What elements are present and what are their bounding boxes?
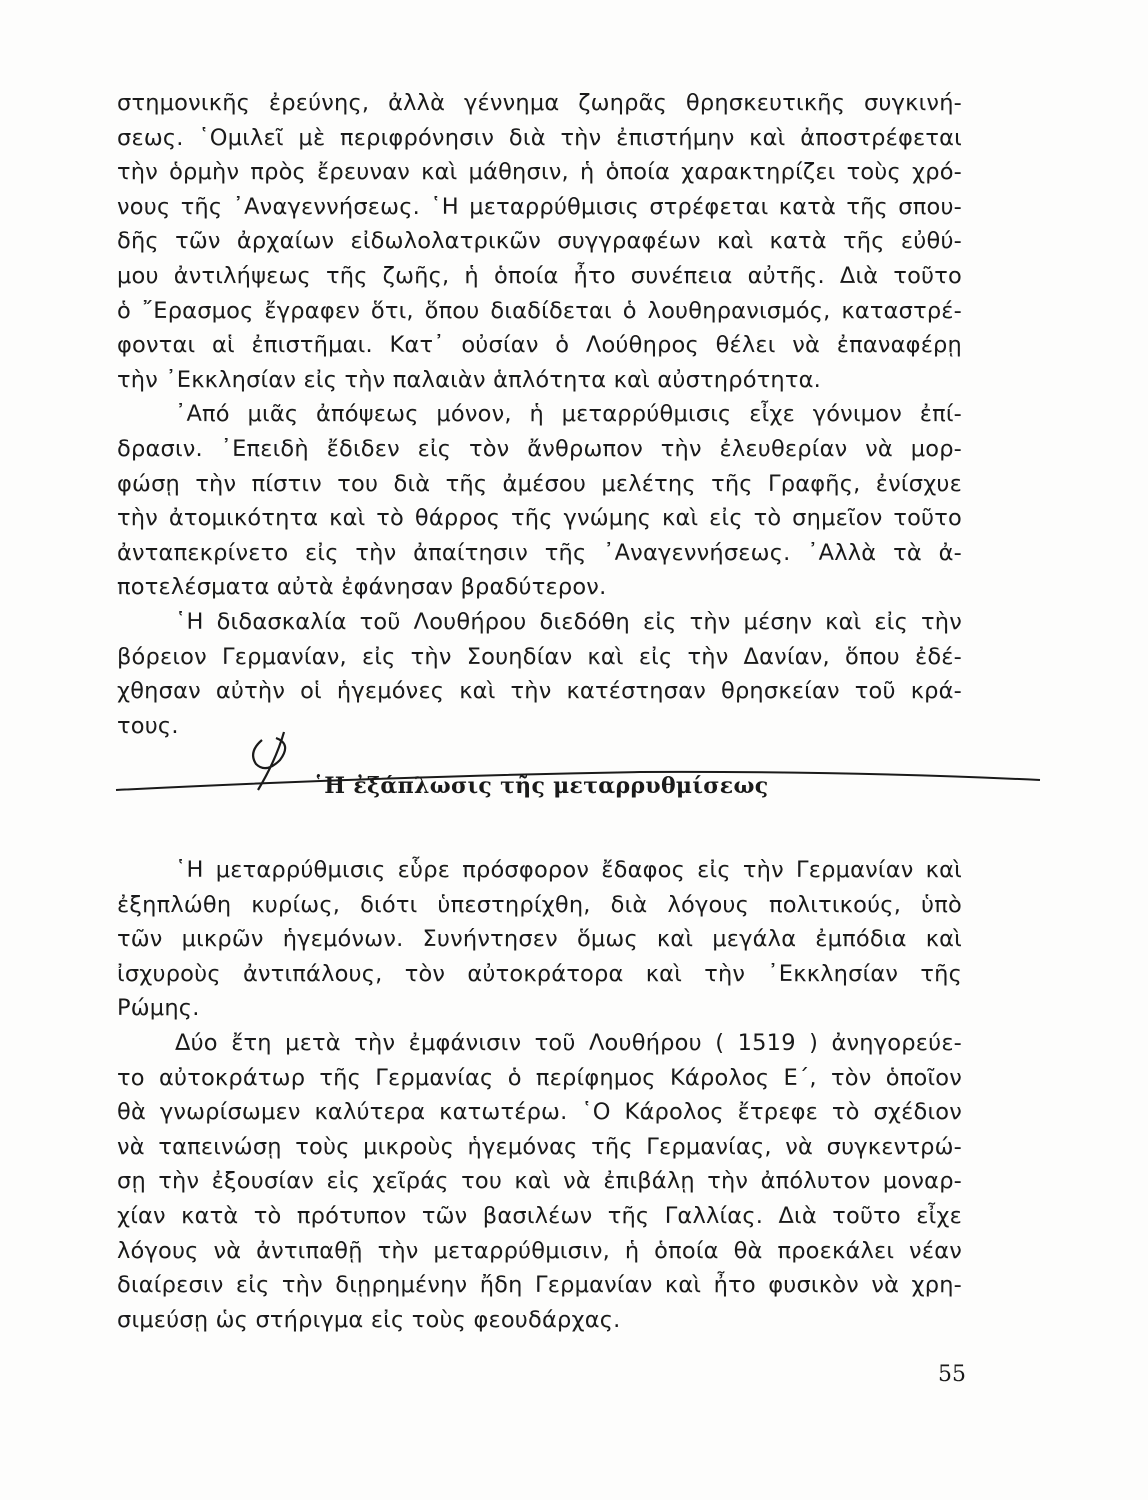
text-line: σεως. ῾Ομιλεῖ μὲ περιφρόνησιν διὰ τὴν ἐπιστήμην καὶ ἀποστρέφεται	[117, 124, 962, 151]
text-line: μου ἀντιλήψεως τῆς ζωῆς, ἡ ὁποία ἦτο συνέπεια αὐτῆς. Διὰ τοῦτο	[117, 262, 962, 289]
text-line: ᾿Από μιᾶς ἀπόψεως μόνον, ἡ μεταρρύθμισις εἶχε γόνιμον ἐπί-	[175, 401, 962, 428]
text-line: ῾Η μεταρρύθμισις εὗρε πρόσφορον ἔδαφος εἰς τὴν Γερμανίαν καὶ	[175, 857, 962, 883]
text-line: χίαν κατὰ τὸ πρότυπον τῶν βασιλέων τῆς Γαλλίας. Διὰ τοῦτο εἶχε	[117, 1202, 962, 1229]
text-line: τὴν ᾿Εκκλησίαν εἰς τὴν παλαιὰν ἁπλότητα καὶ αὐστηρότητα.	[117, 366, 822, 393]
text-line: στημονικῆς ἐρεύνης, ἀλλὰ γέννημα ζωηρᾶς θρησκευτικῆς συγκινή-	[117, 90, 962, 116]
text-line: Ρώμης.	[117, 995, 200, 1022]
text-line: νους τῆς ᾿Αναγεννήσεως. ῾Η μεταρρύθμισις στρέφεται κατὰ τῆς σπου-	[117, 193, 962, 220]
text-line: θὰ γνωρίσωμεν καλύτερα κατωτέρω. ῾Ο Κάρολος ἔτρεφε τὸ σχέδιον	[117, 1099, 962, 1126]
text-line: ἐξηπλώθη κυρίως, διότι ὑπεστηρίχθη, διὰ λόγους πολιτικούς, ὑπὸ	[117, 891, 962, 918]
text-line: τῶν μικρῶν ἡγεμόνων. Συνήντησεν ὅμως καὶ μεγάλα ἐμπόδια καὶ	[117, 926, 962, 953]
text-line: τὴν ὁρμὴν πρὸς ἔρευναν καὶ μάθησιν, ἡ ὁποία χαρακτηρίζει τοὺς χρό-	[117, 159, 962, 186]
text-line: ἀνταπεκρίνετο εἰς τὴν ἀπαίτησιν τῆς ᾿Αναγεννήσεως. ᾿Αλλὰ τὰ ἀ-	[117, 539, 962, 566]
section-two-text	[117, 853, 962, 1337]
text-line: φώσῃ τὴν πίστιν του διὰ τῆς ἀμέσου μελέτης τῆς Γραφῆς, ἐνίσχυε	[117, 470, 962, 497]
text-line: σιμεύσῃ ὡς στήριγμα εἰς τοὺς φεουδάρχας.	[117, 1306, 621, 1333]
text-line: φονται αἱ ἐπιστῆμαι. Κατ᾿ οὐσίαν ὁ Λούθηρος θέλει νὰ ἐπαναφέρῃ	[117, 332, 962, 359]
text-line: σῃ τὴν ἐξουσίαν εἰς χεῖράς του καὶ νὰ ἐπιβάλῃ τὴν ἀπόλυτον μοναρ-	[117, 1168, 962, 1195]
text-line: ὁ ῎Ερασμος ἔγραφεν ὅτι, ὅπου διαδίδεται ὁ λουθηρανισμός, καταστρέ-	[117, 297, 962, 324]
section-heading: ῾Η ἐξάπλωσις τῆς μεταρρυθμίσεως	[313, 773, 769, 799]
hand-drawn-mark-icon	[253, 732, 285, 790]
text-line: ῾Η διδασκαλία τοῦ Λουθήρου διεδόθη εἰς τὴν μέσην καὶ εἰς τὴν	[175, 608, 962, 635]
text-line: δρασιν. ᾿Επειδὴ ἔδιδεν εἰς τὸν ἄνθρωπον τὴν ἐλευθερίαν νὰ μορ-	[117, 435, 962, 462]
text-line: δῆς τῶν ἀρχαίων εἰδωλολατρικῶν συγγραφέων καὶ κατὰ τῆς εὐθύ-	[117, 228, 962, 255]
text-line: το αὐτοκράτωρ τῆς Γερμανίας ὁ περίφημος Κάρολος Ε΄, τὸν ὁποῖον	[117, 1064, 962, 1091]
page-number: 55	[938, 1362, 966, 1387]
text-line: χθησαν αὐτὴν οἱ ἡγεμόνες καὶ τὴν κατέστησαν θρησκείαν τοῦ κρά-	[117, 678, 962, 705]
text-line: Δύο ἔτη μετὰ τὴν ἐμφάνισιν τοῦ Λουθήρου ( 1519 ) ἀνηγορεύε-	[175, 1029, 962, 1056]
text-line: τὴν ἀτομικότητα καὶ τὸ θάρρος τῆς γνώμης καὶ εἰς τὸ σημεῖον τοῦτο	[117, 505, 962, 532]
text-line: νὰ ταπεινώσῃ τοὺς μικροὺς ἡγεμόνας τῆς Γερμανίας, νὰ συγκεντρώ-	[117, 1133, 962, 1160]
text-line: διαίρεσιν εἰς τὴν διῃρημένην ἤδη Γερμανίαν καὶ ἦτο φυσικὸν νὰ χρη-	[117, 1272, 962, 1299]
text-line: ποτελέσματα αὐτὰ ἐφάνησαν βραδύτερον.	[117, 574, 607, 601]
text-line: ἰσχυροὺς ἀντιπάλους, τὸν αὐτοκράτορα καὶ τὴν ᾿Εκκλησίαν τῆς	[117, 960, 962, 987]
text-line: βόρειον Γερμανίαν, εἰς τὴν Σουηδίαν καὶ εἰς τὴν Δανίαν, ὅπου ἐδέ-	[117, 643, 962, 670]
text-line: τους.	[117, 712, 179, 739]
text-line: λόγους νὰ ἀντιπαθῇ τὴν μεταρρύθμισιν, ἡ ὁποία θὰ προεκάλει νέαν	[117, 1237, 962, 1264]
